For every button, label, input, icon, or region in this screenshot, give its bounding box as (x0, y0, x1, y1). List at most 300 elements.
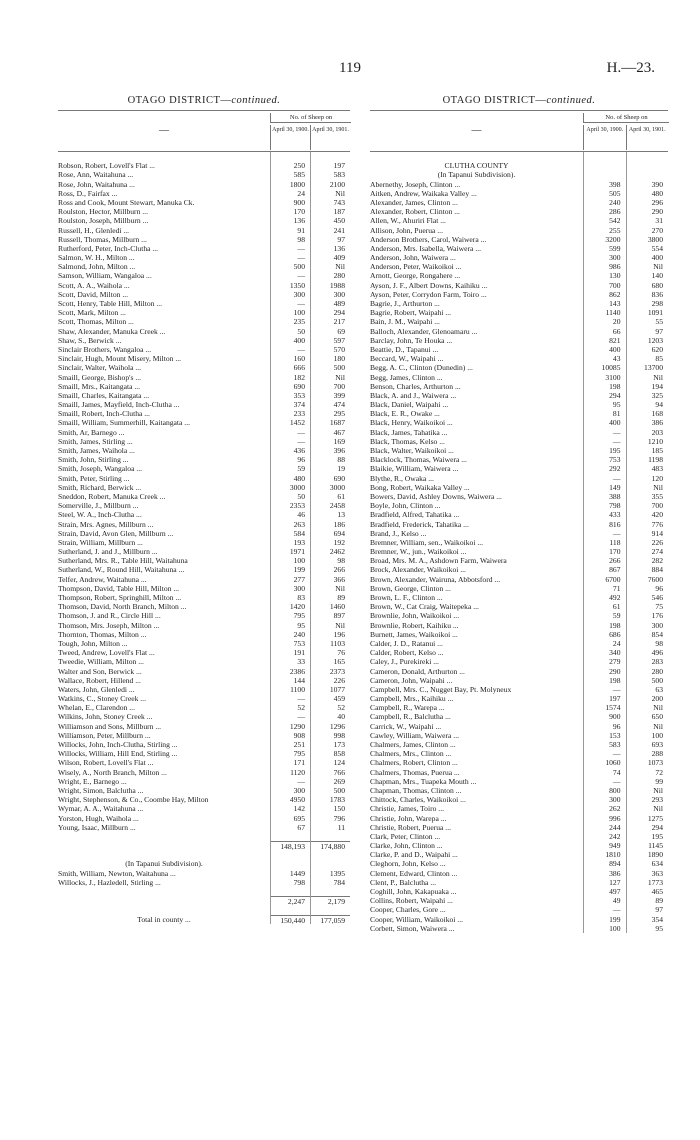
name-cell (58, 832, 270, 841)
name-cell: Bradfield, Frederick, Tahatika ... (370, 519, 469, 529)
count-1901-cell: 796 (333, 813, 345, 823)
count-1900-cell: 46 (297, 510, 305, 520)
right-table-header (370, 110, 668, 152)
name-cell: Brownlie, John, Waikoikoi ... (370, 611, 460, 621)
table-row (370, 924, 668, 933)
count-1901-cell: 836 (651, 289, 663, 299)
count-1901-cell: Nil (335, 372, 345, 382)
name-cell: Arnott, George, Rongahere ... (370, 271, 461, 281)
count-1900-cell: 66 (612, 326, 621, 336)
count-1901-cell: 2,179 (310, 896, 350, 905)
count-1900-cell: — (612, 427, 621, 437)
count-1901-cell: 2373 (329, 666, 345, 676)
count-1900-cell: 867 (609, 565, 621, 575)
count-1901-cell: 554 (651, 243, 663, 253)
count-1900-cell: 143 (609, 299, 621, 308)
count-1900-cell: 300 (609, 795, 621, 805)
name-cell: Cleghorn, John, Kelso ... (370, 859, 446, 869)
name-cell: Scott, Mark, Milton ... (58, 308, 126, 318)
count-1900-cell: 400 (609, 344, 621, 354)
table-row (58, 391, 350, 400)
count-1901-cell: 2100 (329, 179, 345, 189)
name-cell: Campbell, Mrs., Kaihiku ... (370, 694, 454, 704)
count-1901-cell: 1203 (647, 335, 663, 345)
name-cell: Clarke, John, Clinton ... (370, 841, 443, 851)
table-row (58, 786, 350, 795)
count-1900-cell (583, 170, 626, 179)
count-1900-cell: 277 (293, 574, 305, 584)
count-1901-cell (310, 152, 350, 161)
count-1900-cell: 862 (609, 289, 621, 299)
count-1901-cell: 1988 (329, 280, 345, 290)
count-1900-cell: 199 (609, 914, 621, 924)
count-1901-cell: 300 (333, 289, 345, 299)
table-row (370, 602, 668, 611)
count-1900-cell: 821 (609, 335, 621, 345)
count-1900-cell: 374 (293, 400, 305, 410)
count-1900-cell: 150,440 (270, 915, 310, 924)
count-1900-cell: 1290 (289, 721, 305, 731)
table-row (58, 869, 350, 878)
count-1900-cell: 1452 (289, 418, 305, 428)
count-1901-cell: 570 (333, 344, 345, 354)
table-row (370, 777, 668, 786)
table-row (58, 538, 350, 547)
table-row (370, 373, 668, 382)
count-1901-cell (626, 170, 669, 179)
table-row (58, 859, 350, 868)
count-1901-cell: 450 (333, 216, 345, 226)
table-row (58, 676, 350, 685)
name-cell: Smaill, Mrs., Kaitangata ... (58, 381, 141, 391)
count-1901-cell: 396 (333, 446, 345, 455)
name-cell: Yorston, Hugh, Waihola ... (58, 813, 139, 823)
table-row (370, 520, 668, 529)
count-1900-cell: 753 (293, 638, 305, 648)
count-1900-cell: 50 (297, 491, 305, 501)
count-1901-cell: 1890 (647, 850, 663, 860)
name-cell: Cameron, Donald, Arthurton ... (370, 666, 465, 676)
count-1901-cell: 680 (651, 280, 663, 290)
name-cell: Smith, Ar, Barnego ... (58, 427, 125, 437)
name-cell: Smaill, William, Summerhill, Kaitangata ... (58, 418, 191, 428)
table-row (58, 409, 350, 418)
table-row (370, 428, 668, 437)
count-1900-cell: 67 (297, 822, 305, 832)
count-1900-cell: 160 (293, 354, 305, 364)
table-row (58, 492, 350, 501)
count-1901-cell: 1145 (648, 841, 663, 851)
name-cell: Ross, D., Fairfax ... (58, 188, 118, 198)
table-row (58, 327, 350, 336)
name-cell: Clent, P., Balclutha ... (370, 877, 437, 887)
name-cell: Thomson, J. and R., Circle Hill ... (58, 611, 161, 621)
count-1901-cell: Nil (653, 372, 663, 382)
count-1901-cell: 165 (333, 657, 345, 667)
count-1900-cell: 24 (297, 188, 305, 198)
table-row (370, 639, 668, 648)
table-row (370, 253, 668, 262)
table-row (370, 905, 668, 914)
count-1901-cell: 187 (333, 207, 345, 217)
count-1901-cell: 914 (651, 528, 663, 538)
count-1900-cell: 100 (609, 923, 621, 933)
name-cell: Rutherford, Peter, Inch-Clutha ... (58, 243, 159, 253)
count-1901-cell: 2458 (329, 501, 345, 511)
count-1901-cell: 884 (651, 565, 663, 575)
name-cell: Wymar, A. A., Waitahuna ... (58, 804, 144, 814)
name-cell: Christie, Robert, Puerua ... (370, 822, 451, 832)
name-cell: Wilson, Robert, Lovell's Flat ... (58, 758, 154, 768)
name-cell: Allison, John, Puerua ... (370, 225, 443, 235)
name-cell: Willocks, John, Inch-Clutha, Stirling ... (58, 740, 178, 749)
table-row (58, 437, 350, 446)
count-1900-cell: 142 (293, 804, 305, 814)
count-1900-cell: 59 (297, 464, 305, 474)
count-1901-cell: 75 (655, 602, 663, 612)
count-1901-cell: 283 (651, 657, 663, 667)
left-table-body (58, 152, 350, 924)
count-1901-cell: 858 (333, 749, 345, 759)
count-1901-cell: 203 (651, 427, 663, 437)
count-1901-cell: 467 (333, 427, 345, 437)
name-cell: Strain, William, Millburn ... (58, 537, 143, 547)
count-1900-cell: 2386 (289, 666, 305, 676)
count-1901-cell: 196 (333, 629, 345, 639)
count-1901-cell: 1296 (329, 721, 345, 731)
count-1900-cell: 500 (293, 262, 305, 272)
table-row (58, 850, 350, 859)
table-row (370, 841, 668, 850)
count-1901-cell: 200 (651, 694, 663, 704)
count-1900-cell: 240 (293, 629, 305, 639)
name-cell: Bain, J. M., Waipahi ... (370, 317, 440, 327)
table-row (370, 584, 668, 593)
count-1900-cell: 1100 (290, 684, 305, 694)
count-1900-cell (270, 152, 310, 161)
count-1900-cell: 666 (293, 363, 305, 373)
table-row (370, 859, 668, 868)
table-row (58, 915, 350, 924)
table-row (58, 630, 350, 639)
name-cell: Chalmers, Thomas, Puerua ... (370, 767, 460, 777)
count-1900-cell: 686 (609, 629, 621, 639)
count-1901-cell: 293 (651, 795, 663, 805)
right-table-body (370, 152, 668, 933)
count-1901-cell: Nil (653, 785, 663, 795)
name-cell: Sinclair, Hugh, Mount Misery, Milton ... (58, 354, 182, 364)
count-1901-cell (310, 887, 350, 896)
count-1901-cell: 31 (655, 216, 663, 226)
table-row (370, 327, 668, 336)
name-cell: Strain, Mrs. Agnes, Millburn ... (58, 519, 154, 529)
name-cell: Brown, George, Clinton ... (370, 583, 451, 593)
count-1900-cell: 1060 (605, 758, 621, 768)
table-row (370, 768, 668, 777)
table-row (370, 161, 668, 170)
table-row (58, 170, 350, 179)
table-row (370, 832, 668, 841)
table-row (58, 841, 350, 850)
count-1900-cell: — (297, 776, 305, 786)
count-1901-cell: 1210 (647, 436, 663, 446)
table-row (58, 712, 350, 721)
count-1901-cell: 274 (651, 547, 663, 557)
name-cell: Blacklock, Thomas, Waiwera ... (370, 455, 467, 465)
table-row (58, 648, 350, 657)
count-1900-cell: 300 (609, 253, 621, 263)
count-1900-cell: 1810 (605, 850, 621, 860)
name-cell: Anderson, John, Waiwera ... (370, 253, 456, 263)
table-row (370, 216, 668, 225)
year-1900-header: April 30, 1900. (583, 125, 626, 150)
table-row (370, 464, 668, 473)
table-row (370, 391, 668, 400)
count-1901-cell: 743 (333, 197, 345, 207)
name-cell: Wallace, Robert, Hillend ... (58, 675, 141, 685)
table-row (58, 768, 350, 777)
name-cell: Waters, John, Glenledi ... (58, 684, 135, 694)
count-1901-cell: 1275 (647, 813, 663, 823)
count-1900-cell: 1420 (289, 602, 305, 612)
count-1900-cell: 996 (609, 813, 621, 823)
name-cell: Barclay, John, Te Houka ... (370, 335, 453, 345)
table-row (370, 317, 668, 326)
table-row (370, 804, 668, 813)
table-row (370, 446, 668, 455)
count-1900-cell: 300 (293, 785, 305, 795)
name-cell: Smith, Joseph, Wangaloa ... (58, 464, 143, 474)
name-cell: (In Tapanui Subdivision). (125, 859, 203, 869)
name-cell: Wright, E., Barnego ... (58, 776, 127, 786)
table-row (370, 501, 668, 510)
count-1900-cell (270, 905, 310, 914)
name-cell: Tweedie, William, Milton ... (58, 657, 144, 667)
table-row (370, 271, 668, 280)
count-1901-cell: 100 (651, 730, 663, 740)
name-cell: Corbett, Simon, Waiwera ... (370, 923, 455, 933)
table-row (370, 758, 668, 767)
count-1900-cell: — (612, 749, 621, 759)
count-1901-cell: Nil (335, 188, 345, 198)
count-1900-cell: 95 (612, 400, 621, 410)
count-1901-cell: 19 (337, 464, 345, 474)
count-1901-cell: 40 (337, 712, 345, 722)
table-row (370, 786, 668, 795)
table-row (370, 621, 668, 630)
count-1901-cell: 500 (651, 675, 663, 685)
table-row (370, 474, 668, 483)
name-cell: Bagrie, Robert, Waipahi ... (370, 308, 452, 318)
name-cell: Wright, Stephenson, & Co., Coombe Hay, Milton (58, 795, 209, 805)
sheep-count-caption: No. of Sheep on (270, 113, 351, 123)
count-1901-cell: 1687 (329, 418, 345, 428)
name-cell: Anderson Brothers, Carol, Waiwera ... (370, 234, 487, 244)
name-cell: Smaill, Charles, Kaitangata ... (58, 390, 150, 400)
count-1901-cell: 98 (655, 638, 663, 648)
table-row (370, 694, 668, 703)
name-cell: Tweed, Andrew, Lovell's Flat ... (58, 648, 155, 658)
count-1901-cell: 294 (333, 308, 345, 318)
table-row (370, 657, 668, 666)
name-cell: Rose, John, Waitahuna ... (58, 179, 135, 189)
count-1901-cell (310, 832, 350, 841)
table-row (58, 611, 350, 620)
table-row (370, 483, 668, 492)
count-1901-cell: 217 (333, 317, 345, 327)
table-row (370, 226, 668, 235)
table-row (370, 896, 668, 905)
table-row (370, 795, 668, 804)
count-1900-cell: 700 (609, 280, 621, 290)
name-cell: Smith, William, Newton, Waitahuna ... (58, 868, 176, 878)
count-1901-cell: 241 (333, 225, 345, 235)
name-cell: Chalmers, James, Clinton ... (370, 740, 456, 749)
name-cell: Thompson, David, Table Hill, Milton ... (58, 583, 180, 593)
count-1900-cell (583, 161, 626, 170)
count-1901-cell: 390 (651, 179, 663, 189)
count-1901-cell: 194 (651, 381, 663, 391)
name-cell: Roulston, Hector, Millburn ... (58, 207, 148, 217)
table-row (58, 905, 350, 914)
table-row (370, 823, 668, 832)
name-cell: Christie, John, Warepa ... (370, 813, 447, 823)
count-1900-cell: 900 (609, 712, 621, 722)
name-cell: Carrick, W., Waipahi ... (370, 721, 442, 731)
count-1901-cell: 11 (337, 822, 345, 832)
count-1901-cell: 1103 (330, 638, 345, 648)
count-1900-cell: 61 (612, 602, 621, 612)
count-1901-cell: 386 (651, 418, 663, 428)
name-cell: Bremner, W., jun., Waikoikoi ... (370, 547, 467, 557)
count-1900-cell: 436 (293, 446, 305, 455)
count-1900-cell: 795 (293, 749, 305, 759)
count-1900-cell: 400 (293, 335, 305, 345)
name-cell: Calder, J. D., Ratanui ... (370, 638, 443, 648)
name-cell: Roulston, Joseph, Millburn ... (58, 216, 149, 226)
name-cell: Smaill, Robert, Inch-Clutha ... (58, 409, 150, 419)
name-cell: Shaw, S., Berwick ... (58, 335, 122, 345)
table-row (58, 235, 350, 244)
count-1900-cell: 300 (293, 583, 305, 593)
name-cell: Cooper, Charles, Gore ... (370, 905, 446, 915)
name-cell: Rose, Ann, Waitahuna ... (58, 170, 134, 180)
count-1900-cell: — (297, 712, 305, 722)
right-column-title: OTAGO DISTRICT—continued. (442, 95, 596, 106)
count-1900-cell: 433 (609, 510, 621, 520)
name-cell: Black, James, Tahatika ... (370, 427, 448, 437)
count-1900-cell: 74 (612, 767, 621, 777)
table-row (370, 281, 668, 290)
name-cell: Blaikie, William, Waiwera ... (370, 464, 459, 474)
count-1901-cell: 295 (333, 409, 345, 419)
count-1900-cell: 262 (609, 804, 621, 814)
name-cell: Beattie, D., Tapanui ... (370, 344, 439, 354)
name-cell (58, 152, 270, 161)
count-1900-cell: 96 (297, 455, 305, 465)
count-1900-cell: 542 (609, 216, 621, 226)
count-1901-cell: 140 (651, 271, 663, 281)
count-1901-cell: 597 (333, 335, 345, 345)
count-1901-cell: 1395 (329, 868, 345, 878)
count-1900-cell: 20 (612, 317, 621, 327)
count-1901-cell: Nil (653, 703, 663, 713)
table-row (370, 878, 668, 887)
table-row (370, 556, 668, 565)
table-row (58, 244, 350, 253)
table-row (58, 180, 350, 189)
count-1901-cell: 89 (337, 593, 345, 602)
name-cell: Shaw, Alexander, Manuka Creek ... (58, 326, 166, 336)
name-cell: Chalmers, Robert, Clinton ... (370, 758, 458, 768)
count-1900-cell: 1350 (289, 280, 305, 290)
name-cell (58, 905, 270, 914)
name-cell: Smaill, George, Bishop's ... (58, 372, 142, 382)
count-1900-cell: 584 (293, 528, 305, 538)
count-1900-cell: 599 (609, 243, 621, 253)
count-1901-cell (310, 859, 350, 868)
table-row (58, 823, 350, 832)
table-row (58, 198, 350, 207)
count-1901-cell: 296 (651, 197, 663, 207)
count-1901-cell: 180 (333, 354, 345, 364)
name-cell: Beccard, W., Waipahi ... (370, 354, 444, 364)
count-1900-cell: 340 (609, 648, 621, 658)
table-row (58, 575, 350, 584)
name-cell: Coghill, John, Kakapuaka ... (370, 887, 457, 896)
count-1900-cell: — (612, 684, 621, 694)
name-cell: Bagrie, J., Arthurton ... (370, 299, 440, 308)
count-1900-cell: 197 (609, 694, 621, 704)
count-1901-cell: Nil (653, 482, 663, 492)
table-row (58, 501, 350, 510)
count-1900-cell: 195 (609, 446, 621, 455)
count-1901-cell (310, 850, 350, 859)
count-1900-cell: 3000 (289, 482, 305, 492)
table-row (370, 409, 668, 418)
count-1901-cell: 168 (651, 409, 663, 419)
count-1901-cell: 88 (337, 455, 345, 465)
count-1900-cell: 294 (609, 390, 621, 400)
count-1901-cell: Nil (335, 583, 345, 593)
table-row (58, 189, 350, 198)
count-1900-cell: 182 (293, 372, 305, 382)
count-1901-cell: 61 (337, 491, 345, 501)
name-cell: Black, Thomas, Kelso ... (370, 436, 445, 446)
count-1901-cell: 136 (333, 243, 345, 253)
count-1901-cell: 496 (651, 648, 663, 658)
count-1901-cell: 52 (337, 703, 345, 713)
count-1900-cell: 816 (609, 519, 621, 529)
count-1900-cell: — (297, 427, 305, 437)
name-cell: Somerville, J., Millburn ... (58, 501, 139, 511)
count-1900-cell: — (612, 905, 621, 915)
count-1901-cell: 7600 (647, 574, 663, 584)
count-1901-cell: 76 (337, 648, 345, 658)
count-1900-cell: — (612, 776, 621, 786)
count-1900-cell: 900 (293, 197, 305, 207)
count-1900-cell: 33 (297, 657, 305, 667)
name-cell: Anderson, Peter, Waikoikoi ... (370, 262, 462, 272)
count-1900-cell: — (612, 436, 621, 446)
name-cell: Scott, Henry, Table Hill, Milton ... (58, 299, 163, 308)
table-row (58, 161, 350, 170)
name-cell: Black, A. and J., Waiwera ... (370, 390, 457, 400)
count-1900-cell: 386 (609, 868, 621, 878)
count-1900-cell: 235 (293, 317, 305, 327)
name-cell: Alexander, Robert, Clinton ... (370, 207, 460, 217)
table-row (370, 336, 668, 345)
